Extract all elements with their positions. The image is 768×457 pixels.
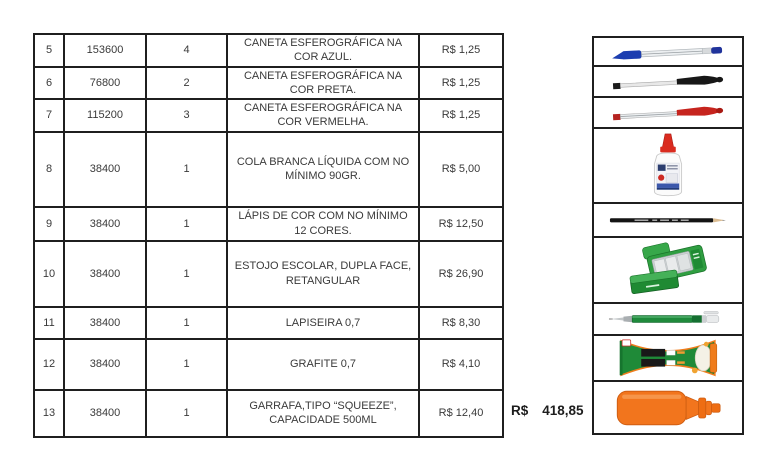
description-line: LAPISEIRA 0,7 — [285, 316, 361, 329]
description-line: COLA BRANCA LÍQUIDA COM NO — [236, 155, 410, 168]
image-cell — [593, 203, 743, 237]
table-row — [34, 67, 503, 100]
description-line: COR VERMELHA. — [277, 116, 369, 129]
cell-quantity: 115200 — [64, 99, 146, 132]
blue-pen-image — [609, 42, 727, 62]
grand-total — [511, 403, 584, 418]
graphite-tube-image — [613, 336, 723, 380]
cell-quantity: 38400 — [64, 307, 146, 339]
cell-item-number: 13 — [34, 390, 64, 437]
cell-description — [227, 207, 419, 241]
description-line: CANETA ESFEROGRÁFICA NA — [243, 37, 403, 49]
cell-unit-price: R$ 12,50 — [419, 207, 503, 241]
squeeze-bottle-image — [611, 386, 725, 430]
pencil-image — [607, 215, 729, 225]
cell-unit-price: R$ 1,25 — [419, 67, 503, 100]
cell-item-number: 7 — [34, 99, 64, 132]
table-row — [34, 34, 503, 67]
cell-unit-price: R$ 1,25 — [419, 34, 503, 67]
description-line: ESTOJO ESCOLAR, DUPLA FACE, — [234, 260, 412, 273]
image-cell — [593, 335, 743, 381]
image-cell — [593, 237, 743, 303]
pencil-case-image — [609, 239, 727, 301]
table-row — [34, 390, 503, 437]
items-price-table — [33, 33, 504, 438]
total-amount: 418,85 — [542, 403, 584, 418]
cell-item-number: 10 — [34, 241, 64, 307]
mechanical-pencil-image — [608, 308, 728, 330]
cell-description — [227, 34, 419, 67]
cell-unit-price: R$ 8,30 — [419, 307, 503, 339]
cell-unit-price: R$ 1,25 — [419, 99, 503, 132]
cell-item-number: 8 — [34, 132, 64, 207]
cell-quantity: 38400 — [64, 207, 146, 241]
cell-unit-price: R$ 26,90 — [419, 241, 503, 307]
table-row — [34, 207, 503, 241]
cell-lots: 1 — [146, 339, 227, 390]
cell-unit-price: R$ 12,40 — [419, 390, 503, 437]
description-line: RETANGULAR — [285, 274, 361, 287]
description-line: COR AZUL. — [293, 51, 353, 64]
cell-quantity: 38400 — [64, 241, 146, 307]
description-line: LÁPIS DE COR COM NO MÍNIMO — [238, 210, 408, 223]
description-line: CANETA ESFEROGRÁFICA NA — [243, 102, 403, 115]
image-row — [593, 37, 743, 66]
cell-quantity: 153600 — [64, 34, 146, 67]
cell-item-number: 12 — [34, 339, 64, 390]
cell-item-number: 6 — [34, 67, 64, 100]
cell-description — [227, 241, 419, 307]
image-cell — [593, 97, 743, 128]
cell-lots: 1 — [146, 307, 227, 339]
image-cell — [593, 37, 743, 66]
image-cell — [593, 66, 743, 97]
image-cell — [593, 303, 743, 335]
description-line: CAPACIDADE 500ML — [269, 414, 377, 427]
cell-quantity: 38400 — [64, 339, 146, 390]
table-row — [34, 99, 503, 132]
cell-description — [227, 132, 419, 207]
cell-lots: 1 — [146, 241, 227, 307]
image-row — [593, 203, 743, 237]
cell-quantity: 76800 — [64, 67, 146, 100]
cell-quantity: 38400 — [64, 390, 146, 437]
cell-description — [227, 67, 419, 100]
cell-lots: 4 — [146, 34, 227, 67]
table-row — [34, 307, 503, 339]
cell-item-number: 9 — [34, 207, 64, 241]
image-row — [593, 303, 743, 335]
product-images-table — [592, 36, 744, 435]
image-row — [593, 381, 743, 434]
image-cell — [593, 381, 743, 434]
table-row — [34, 132, 503, 207]
description-line: MÍNIMO 90GR. — [285, 170, 361, 183]
image-row — [593, 66, 743, 97]
description-line: CANETA ESFEROGRÁFICA NA — [243, 69, 403, 82]
description-line: 12 CORES. — [294, 224, 352, 237]
image-row — [593, 128, 743, 203]
image-row — [593, 97, 743, 128]
cell-lots: 1 — [146, 132, 227, 207]
glue-bottle-image — [640, 132, 696, 200]
cell-description — [227, 307, 419, 339]
cell-unit-price: R$ 5,00 — [419, 132, 503, 207]
image-row — [593, 237, 743, 303]
red-pen-image — [609, 103, 727, 123]
cell-item-number: 11 — [34, 307, 64, 339]
cell-lots: 1 — [146, 207, 227, 241]
cell-unit-price: R$ 4,10 — [419, 339, 503, 390]
description-line: GARRAFA,TIPO “SQUEEZE”, — [249, 399, 397, 412]
table-row — [34, 339, 503, 390]
description-line: COR PRETA. — [289, 83, 357, 96]
total-currency: R$ — [511, 403, 529, 418]
cell-item-number: 5 — [34, 34, 64, 67]
cell-quantity: 38400 — [64, 132, 146, 207]
cell-description — [227, 390, 419, 437]
black-pen-image — [609, 72, 727, 92]
description-line: GRAFITE 0,7 — [289, 358, 357, 371]
cell-lots: 3 — [146, 99, 227, 132]
cell-lots: 2 — [146, 67, 227, 100]
image-cell — [593, 128, 743, 203]
table-row — [34, 241, 503, 307]
image-row — [593, 335, 743, 381]
cell-lots: 1 — [146, 390, 227, 437]
cell-description — [227, 99, 419, 132]
cell-description — [227, 339, 419, 390]
